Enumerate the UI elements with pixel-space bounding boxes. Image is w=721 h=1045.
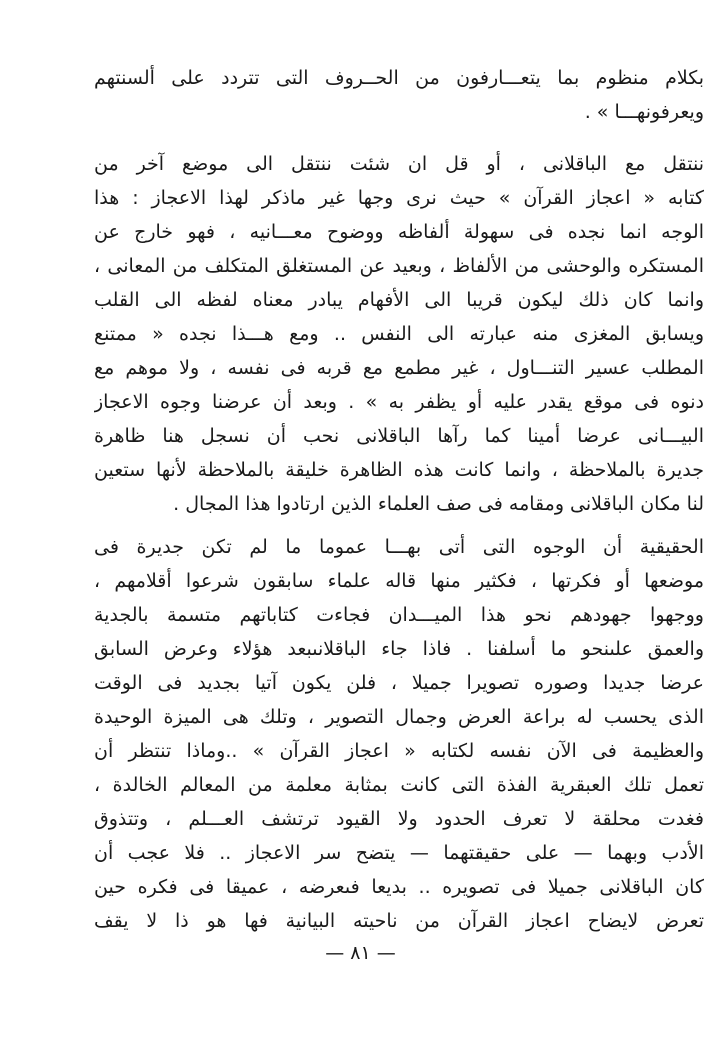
text-line: تعرض لايضاح اعجاز القرآن من ناحيته البيانية فها هو ذا لا يقف xyxy=(94,910,704,932)
text-line: الأدب وبهما — على حقيقتهما — يتضح سر الاعجاز .. فلا عجب أن xyxy=(94,842,704,864)
text-line: كتابه « اعجاز القرآن » حيث نرى وجها غير ماذكر لهذا الاعجاز : هذا xyxy=(94,187,704,209)
text-line: الحقيقية أن الوجوه التى أتى بهـــا عموما ما لم تكن جديرة فى xyxy=(94,536,704,558)
text-line: والعمق علىنحو ما أسلفنا . فاذا جاء الباقلانىبعد هؤلاء وعرض السابق xyxy=(94,638,704,660)
text-line: ووجهوا جهودهم نحو هذا الميـــدان فجاءت كتاباتهم متسمة بالجدية xyxy=(94,604,704,626)
text-line: البيـــانى عرضا أمينا كما رآها الباقلانى نحب أن نسجل هنا ظاهرة xyxy=(94,425,704,447)
text-line: ويعرفونهـــا » . xyxy=(584,101,704,123)
paragraph-truth-of-aspects xyxy=(94,530,704,938)
text-line: دنوه فى موقع يقدر عليه أو يظفر به » . وبعد أن عرضنا وجوه الاعجاز xyxy=(94,391,704,413)
text-line: لنا مكان الباقلانى ومقامه فى صف العلماء الذين ارتادوا هذا المجال . xyxy=(173,493,704,515)
text-line: وانما كان ذلك ليكون قريبا الى الأفهام يبادر معناه لفظه الى القلب xyxy=(94,289,704,311)
paragraph-baqillani-clarity xyxy=(94,147,704,521)
text-line: المستكره والوحشى من الألفاظ ، وبعيد عن المستغلق المتكلف من المعانى ، xyxy=(94,255,704,277)
page-number: — ٨١ — xyxy=(325,942,396,964)
paragraph-continuation xyxy=(94,61,704,129)
text-line: فغدت محلقة لا تعرف الحدود ولا القيود ترتشف العـــلم ، وتتذوق xyxy=(94,808,704,830)
text-line: جديرة بالملاحظة ، وانما كانت هذه الظاهرة خليقة بالملاحظة لأنها ستعين xyxy=(94,459,704,481)
text-line: ويسابق المغزى منه عبارته الى النفس .. ومع هـــذا نجده « ممتنع xyxy=(94,323,704,345)
text-line: والعظيمة فى الآن نفسه لكتابه « اعجاز القرآن » ..وماذا تنتظر أن xyxy=(94,740,704,762)
text-line: الذى يحسب له براعة العرض وجمال التصوير ، وتلك هى الميزة الوحيدة xyxy=(94,706,704,728)
text-line: المطلب عسير التنـــاول ، غير مطمع مع قربه فى نفسه ، ولا موهم مع xyxy=(94,357,704,379)
text-line: موضعها أو فكرتها ، فكثير منها قاله علماء سابقون شرعوا أقلامهم ، xyxy=(94,570,704,592)
text-line: عرضا جديدا وصوره تصويرا جميلا ، فلن يكون آتيا بجديد فى الوقت xyxy=(94,672,704,694)
text-line: تعمل تلك العبقرية الفذة التى كانت بمثابة معلمة من المعالم الخالدة ، xyxy=(94,774,704,796)
text-line: بكلام منظوم بما يتعـــارفون من الحــروف التى تتردد على ألسنتهم xyxy=(94,67,704,89)
text-line: الوجه انما نجده فى سهولة ألفاظه ووضوح معـــانيه ، فهو خارج عن xyxy=(94,221,704,243)
text-line: كان الباقلانى جميلا فى تصويره .. بديعا فىعرضه ، عميقا فى فكره حين xyxy=(94,876,704,898)
text-line: ننتقل مع الباقلانى ، أو قل ان شئت ننتقل الى موضع آخر من xyxy=(94,153,704,175)
